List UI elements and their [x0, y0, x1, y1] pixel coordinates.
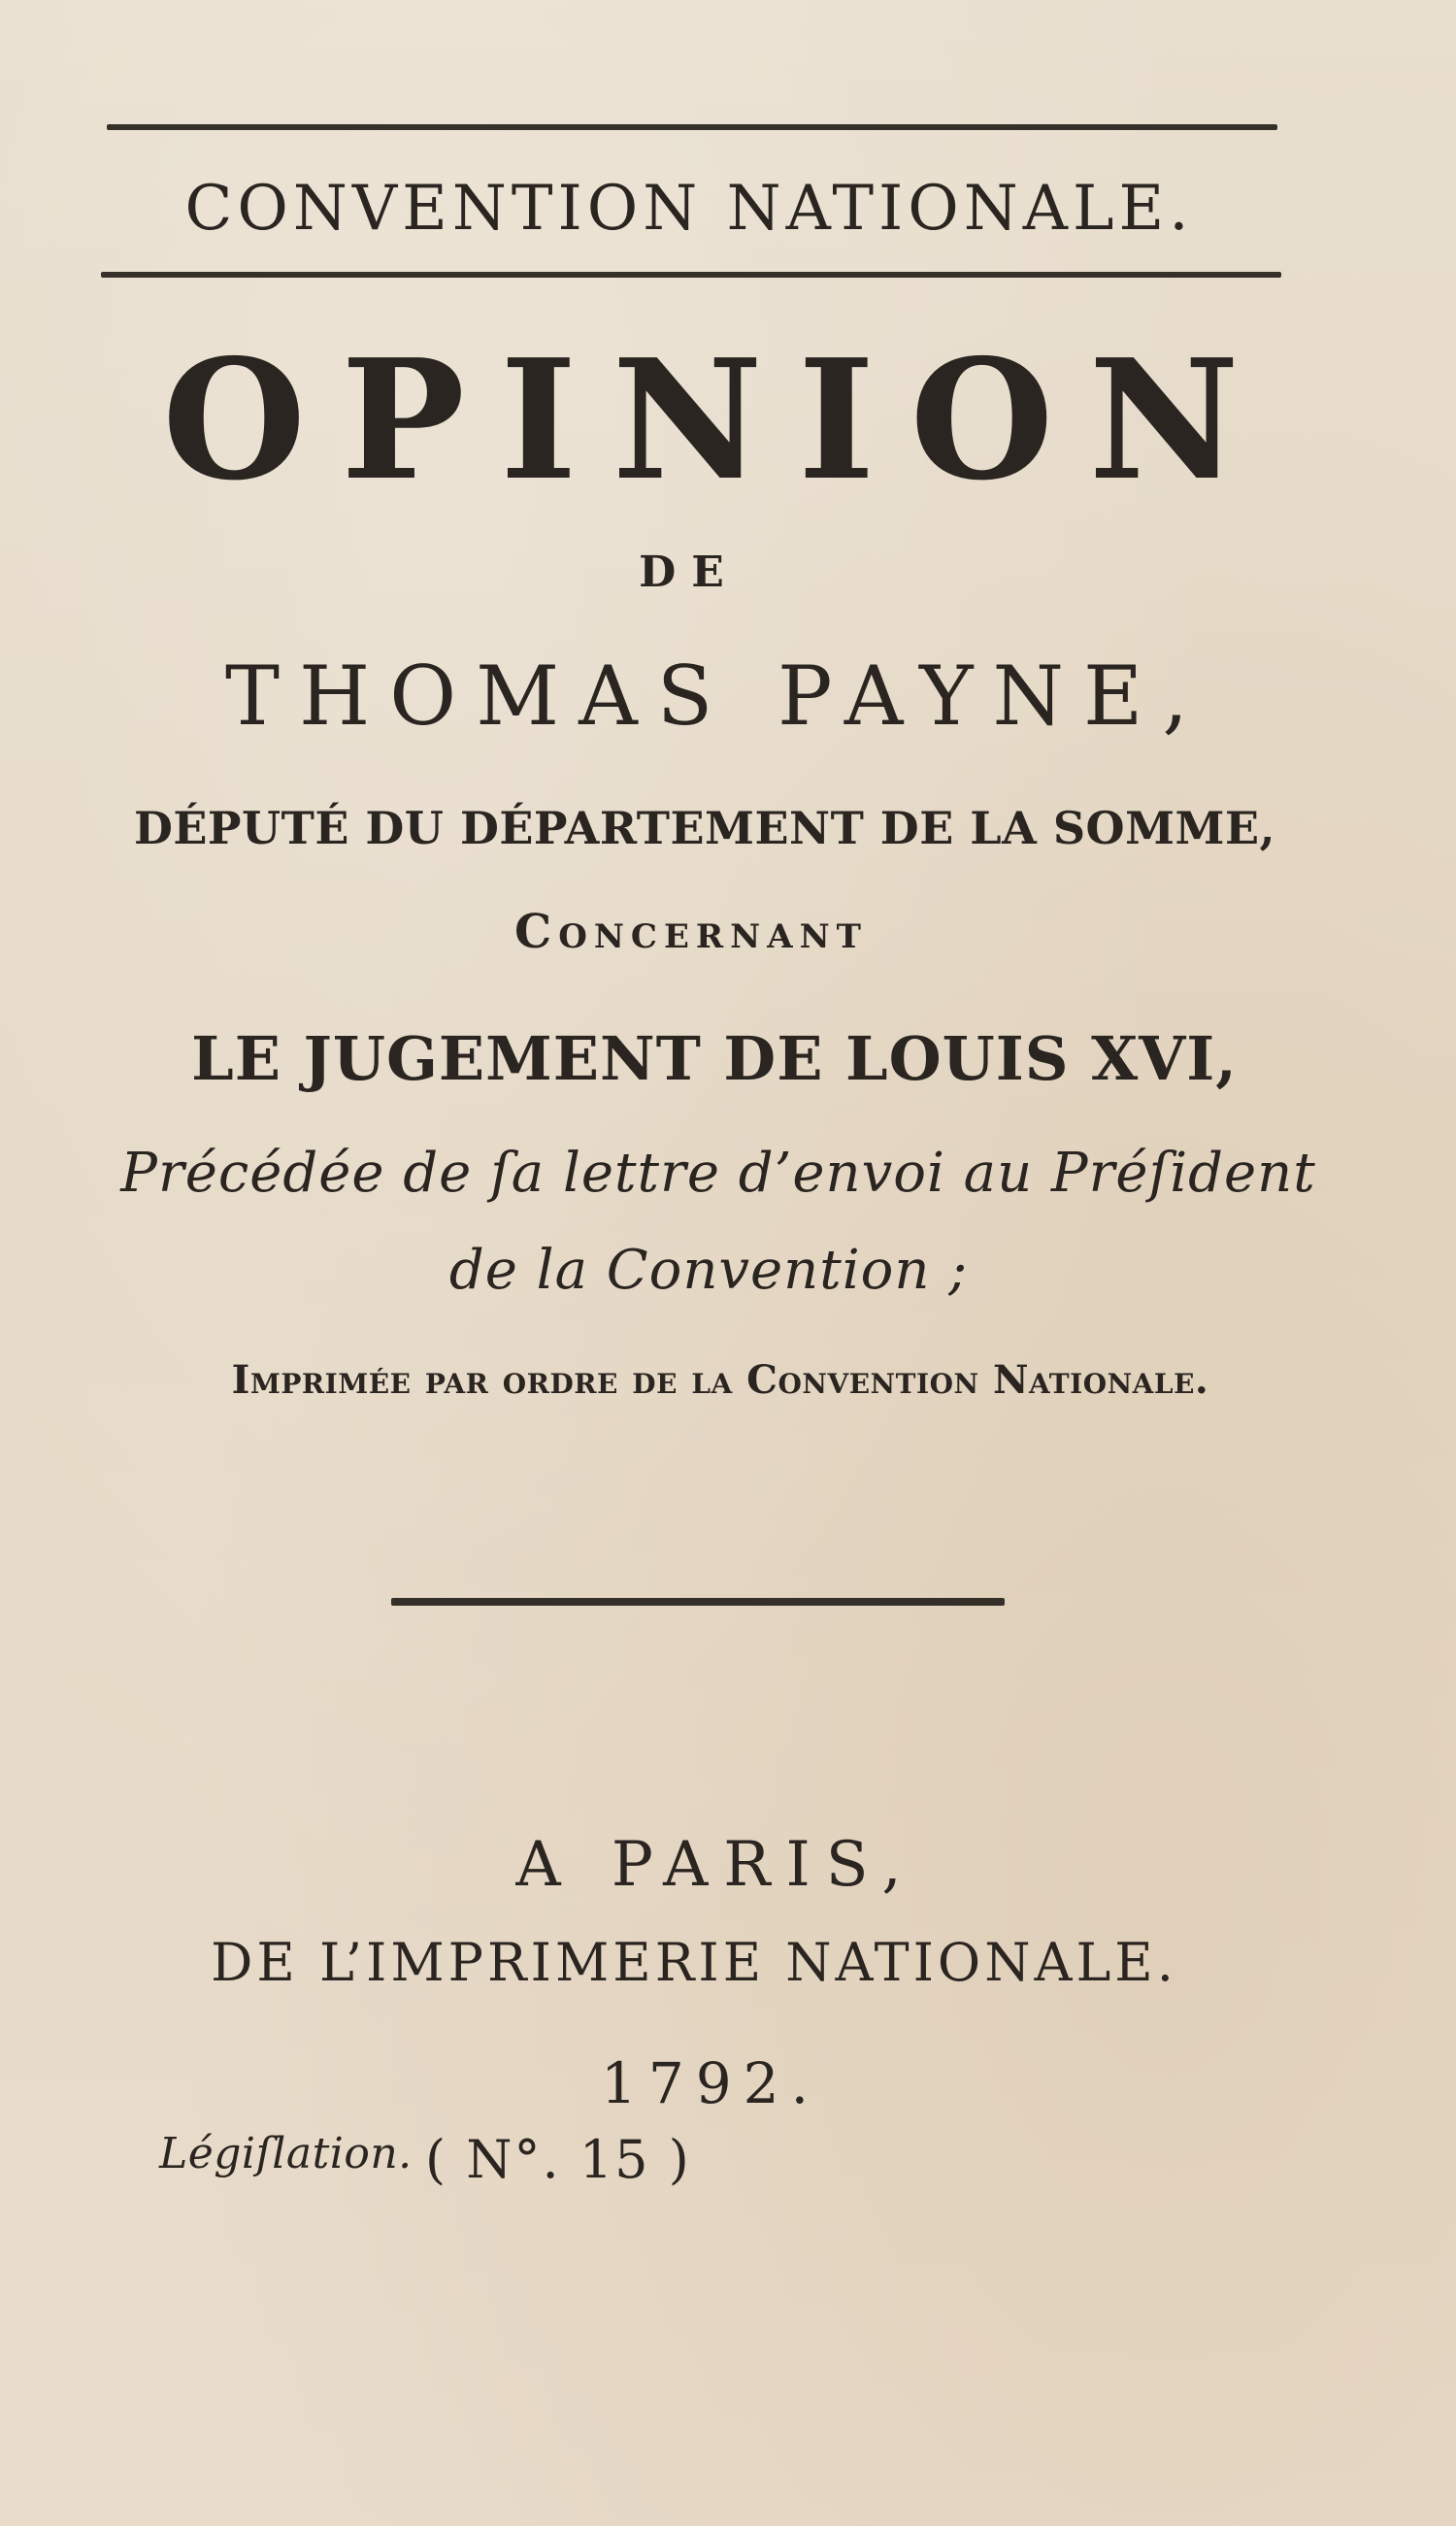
de-word: DE: [639, 548, 740, 597]
opinion-title: OPINION: [162, 323, 1274, 517]
precedee-line: Précédée de ſa lettre d’envoi au Préſident: [120, 1142, 1316, 1205]
top-rule: [107, 124, 1277, 130]
place-line: A PARIS,: [515, 1829, 917, 1901]
middle-rule: [391, 1598, 1005, 1606]
subject-line: LE JUGEMENT DE LOUIS XVI,: [191, 1023, 1238, 1094]
printer-line: DE L’IMPRIMERIE NATIONALE.: [211, 1932, 1177, 1993]
depute-line: DÉPUTÉ DU DÉPARTEMENT DE LA SOMME,: [133, 802, 1276, 854]
concernant-line: Concernant: [514, 905, 868, 959]
year-line: 1792.: [600, 2050, 821, 2116]
header-bottom-rule: [101, 272, 1281, 278]
series-number: ( N°. 15 ): [425, 2129, 691, 2190]
author-name: THOMAS PAYNE,: [224, 648, 1208, 744]
convention-subline: de la Convention ;: [448, 1239, 969, 1302]
series-label: Légiſlation.: [159, 2129, 413, 2178]
convention-nationale-header: CONVENTION NATIONALE.: [184, 173, 1194, 245]
imprimee-line: Imprimée par ordre de la Convention Nationale.: [231, 1357, 1209, 1403]
